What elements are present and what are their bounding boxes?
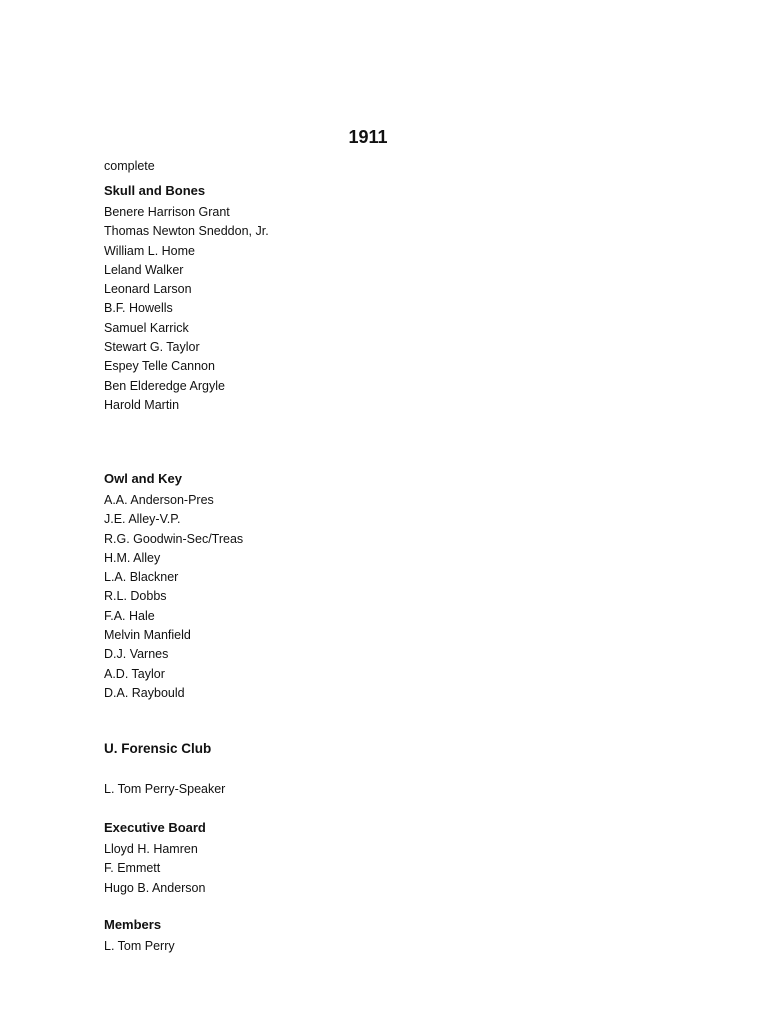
list-item: L.A. Blackner bbox=[104, 570, 179, 585]
member-list bbox=[104, 937, 175, 956]
list-item: R.G. Goodwin-Sec/Treas bbox=[104, 531, 244, 546]
member-list bbox=[104, 203, 269, 415]
list-item: Leland Walker bbox=[104, 262, 184, 277]
list-item: Thomas Newton Sneddon, Jr. bbox=[104, 224, 269, 239]
subsection-heading: Members bbox=[104, 917, 162, 932]
list-item: L. Tom Perry-Speaker bbox=[104, 782, 226, 796]
skull-and-bones-section bbox=[104, 181, 269, 415]
list-item: Espey Telle Cannon bbox=[104, 359, 215, 374]
section-heading: U. Forensic Club bbox=[104, 741, 212, 756]
list-item: Stewart G. Taylor bbox=[104, 340, 200, 355]
list-item: B.F. Howells bbox=[104, 301, 173, 316]
executive-board-section bbox=[104, 818, 206, 898]
speaker-list bbox=[104, 780, 225, 799]
list-item: Samuel Karrick bbox=[104, 320, 189, 335]
list-item: Leonard Larson bbox=[104, 282, 192, 297]
list-item: J.E. Alley-V.P. bbox=[104, 512, 181, 527]
list-item: R.L. Dobbs bbox=[104, 589, 167, 604]
list-item: Harold Martin bbox=[104, 397, 180, 412]
list-item: William L. Home bbox=[104, 243, 195, 258]
list-item: Ben Elderedge Argyle bbox=[104, 378, 225, 393]
list-item: F. Emmett bbox=[104, 861, 161, 876]
list-item: L. Tom Perry bbox=[104, 939, 175, 953]
list-item: A.A. Anderson-Pres bbox=[104, 493, 214, 507]
list-item: Hugo B. Anderson bbox=[104, 880, 206, 895]
status-note: complete bbox=[104, 159, 155, 173]
subsection-heading: Executive Board bbox=[104, 820, 206, 835]
member-list bbox=[104, 491, 243, 703]
list-item: Melvin Manfield bbox=[104, 628, 191, 643]
section-heading: Skull and Bones bbox=[104, 183, 206, 198]
list-item: F.A. Hale bbox=[104, 608, 155, 623]
page-title: 1911 bbox=[348, 127, 388, 147]
list-item: A.D. Taylor bbox=[104, 666, 165, 681]
owl-and-key-section bbox=[104, 469, 243, 703]
section-heading: Owl and Key bbox=[104, 471, 183, 486]
members-section bbox=[104, 915, 175, 956]
list-item: D.J. Varnes bbox=[104, 647, 169, 662]
list-item: D.A. Raybould bbox=[104, 685, 185, 700]
forensic-speaker bbox=[104, 780, 225, 799]
list-item: Lloyd H. Hamren bbox=[104, 842, 198, 856]
list-item: Benere Harrison Grant bbox=[104, 205, 230, 219]
list-item: H.M. Alley bbox=[104, 550, 161, 565]
forensic-club-section bbox=[104, 739, 211, 761]
member-list bbox=[104, 840, 206, 898]
